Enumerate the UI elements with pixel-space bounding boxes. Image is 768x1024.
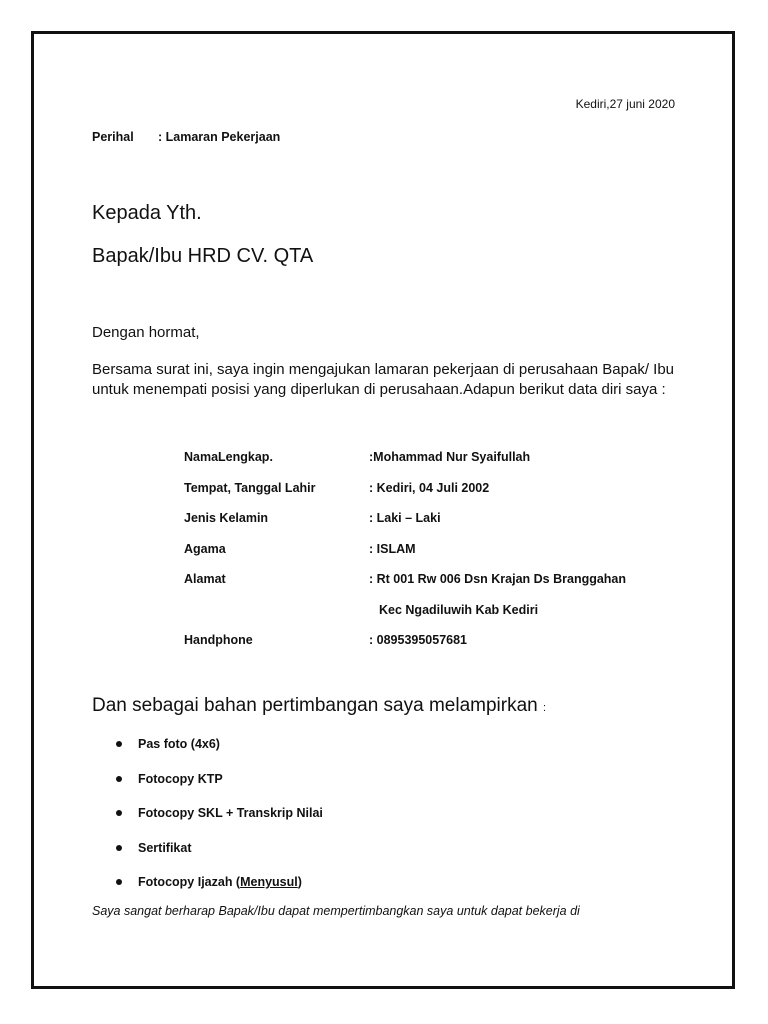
bio-label: NamaLengkap. bbox=[184, 450, 273, 465]
attachment-label-underlined: Menyusul bbox=[240, 875, 298, 889]
table-row bbox=[184, 534, 626, 565]
personal-data-table bbox=[184, 442, 626, 656]
table-row bbox=[184, 503, 626, 534]
bio-value: : Laki – Laki bbox=[369, 511, 441, 526]
bullet-icon bbox=[116, 879, 122, 885]
bullet-icon bbox=[116, 810, 122, 816]
bio-value: : ISLAM bbox=[369, 541, 416, 556]
subject-label: Perihal bbox=[92, 130, 134, 144]
bio-value: : 0895395057681 bbox=[369, 633, 468, 648]
bio-value: :Mohammad Nur Syaifullah bbox=[369, 450, 531, 465]
attachments-heading-text: Dan sebagai bahan pertimbangan saya melampirkan bbox=[92, 695, 538, 716]
list-item bbox=[92, 769, 323, 804]
list-item bbox=[92, 734, 323, 769]
table-row bbox=[184, 442, 626, 473]
bio-value: : Kediri, 04 Juli 2002 bbox=[369, 480, 490, 495]
table-row bbox=[184, 595, 626, 626]
attachments-heading-colon: : bbox=[543, 702, 547, 714]
attachment-label: Fotocopy KTP bbox=[138, 771, 223, 786]
bio-label: Agama bbox=[184, 541, 226, 556]
list-item bbox=[92, 872, 323, 907]
attachments-heading bbox=[92, 695, 546, 717]
attachment-label: Pas foto (4x6) bbox=[138, 737, 220, 751]
bio-label: Jenis Kelamin bbox=[184, 511, 269, 526]
attachment-label-suffix: ) bbox=[297, 875, 302, 889]
attachment-label: Sertifikat bbox=[138, 840, 192, 855]
attachment-label-prefix: Fotocopy Ijazah ( bbox=[138, 875, 241, 889]
greeting: Dengan hormat, bbox=[92, 324, 200, 341]
table-row bbox=[184, 625, 626, 656]
attachments-list bbox=[92, 734, 323, 907]
letter-page bbox=[31, 31, 735, 989]
intro-paragraph: Bersama surat ini, saya ingin mengajukan lamaran pekerjaan di perusahaan Bapak/ Ibu untuk menempati posisi yang diperlukan di perusahaan.Adapun berikut data diri saya : bbox=[92, 361, 675, 398]
bullet-icon bbox=[116, 845, 122, 851]
list-item bbox=[92, 838, 323, 873]
bio-label: Tempat, Tanggal Lahir bbox=[184, 480, 316, 495]
closing-paragraph: Saya sangat berharap Bapak/Ibu dapat mempertimbangkan saya untuk dapat bekerja di bbox=[92, 904, 580, 918]
bullet-icon bbox=[116, 776, 122, 782]
subject-line bbox=[92, 130, 280, 144]
bio-label bbox=[184, 595, 369, 626]
bio-label: Handphone bbox=[184, 633, 253, 648]
bullet-icon bbox=[116, 741, 122, 747]
bio-value: : Rt 001 Rw 006 Dsn Krajan Ds Branggahan bbox=[369, 572, 627, 587]
table-row bbox=[184, 564, 626, 595]
subject-value: : Lamaran Pekerjaan bbox=[158, 130, 281, 144]
list-item bbox=[92, 803, 323, 838]
letter-date: Kediri,27 juni 2020 bbox=[575, 97, 675, 111]
bio-value: Kec Ngadiluwih Kab Kediri bbox=[379, 602, 539, 617]
bio-label: Alamat bbox=[184, 572, 226, 587]
table-row bbox=[184, 473, 626, 504]
salutation-recipient: Kepada Yth. bbox=[92, 202, 202, 224]
attachment-label: Fotocopy SKL + Transkrip Nilai bbox=[138, 806, 323, 820]
salutation-company: Bapak/Ibu HRD CV. QTA bbox=[92, 245, 314, 267]
